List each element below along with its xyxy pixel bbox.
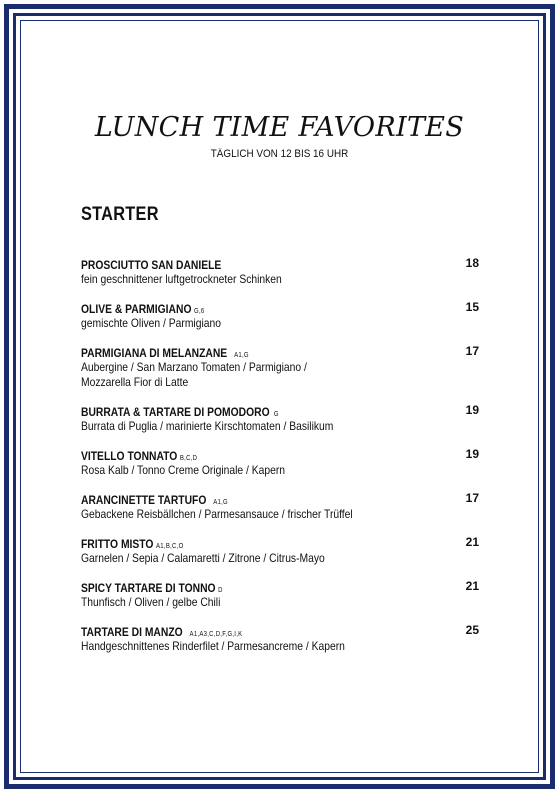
- item-name-wrap: [81, 258, 221, 272]
- item-description: Thunfisch / Oliven / gelbe Chili: [81, 595, 221, 609]
- item-name-wrap: [81, 581, 223, 595]
- menu-item: [81, 579, 479, 610]
- item-name-wrap: [81, 493, 228, 507]
- item-description: Garnelen / Sepia / Calamaretti / Zitrone / Citrus-Mayo: [81, 551, 325, 565]
- item-allergens: G,6: [194, 308, 205, 315]
- item-name: PARMIGIANA DI MELANZANE: [81, 346, 228, 360]
- item-name: FRITTO MISTO: [81, 537, 154, 551]
- menu-subtitle: TÄGLICH VON 12 BIS 16 UHR: [210, 148, 349, 160]
- item-price: 17: [465, 491, 479, 505]
- item-name: PROSCIUTTO SAN DANIELE: [81, 258, 222, 272]
- item-name-wrap: [81, 405, 279, 419]
- item-name-wrap: [81, 302, 205, 316]
- menu-item: [81, 256, 479, 287]
- item-description: Handgeschnittenes Rinderfilet / Parmesancreme / Kapern: [81, 639, 345, 653]
- item-allergens: G: [273, 411, 279, 418]
- item-name: TARTARE DI MANZO: [81, 625, 183, 639]
- item-price: 21: [465, 579, 479, 593]
- menu-title: LUNCH TIME FAVORITES: [94, 112, 465, 143]
- item-description: Rosa Kalb / Tonno Creme Originale / Kapern: [81, 463, 286, 477]
- item-name-wrap: [81, 625, 242, 639]
- item-allergens: B,C,D: [179, 455, 198, 462]
- menu-item: [81, 447, 479, 478]
- item-description: Gebackene Reisbällchen / Parmesansauce / frischer Trüffel: [81, 507, 353, 521]
- item-name: SPICY TARTARE DI TONNO: [81, 581, 216, 595]
- item-allergens: A1,B,C,O: [156, 543, 184, 550]
- item-allergens: A1,G: [213, 499, 228, 506]
- item-name-wrap: [81, 537, 184, 551]
- section-heading: STARTER: [81, 204, 159, 225]
- item-price: 17: [465, 344, 479, 358]
- item-price: 25: [465, 623, 479, 637]
- item-allergens: A1,G: [234, 352, 249, 359]
- item-description: Aubergine / San Marzano Tomaten / Parmigiano /: [81, 360, 307, 374]
- item-description: fein geschnittener luftgetrockneter Schinken: [81, 272, 282, 286]
- item-price: 15: [465, 300, 479, 314]
- menu-item: [81, 403, 479, 434]
- item-allergens: A1,A3,C,D,F,G,I,K: [189, 631, 243, 638]
- item-name: VITELLO TONNATO: [81, 449, 178, 463]
- item-name: BURRATA & TARTARE DI POMODORO: [81, 405, 270, 419]
- menu-item: [81, 535, 479, 566]
- menu-item: [81, 491, 479, 522]
- item-price: 19: [465, 447, 479, 461]
- menu-item: [81, 300, 479, 331]
- item-description: Burrata di Puglia / marinierte Kirschtomaten / Basilikum: [81, 419, 334, 433]
- item-price: 19: [465, 403, 479, 417]
- item-name-wrap: [81, 346, 249, 360]
- item-name: OLIVE & PARMIGIANO: [81, 302, 192, 316]
- item-price: 21: [465, 535, 479, 549]
- item-description: gemischte Oliven / Parmigiano: [81, 316, 221, 330]
- menu-item: [81, 344, 479, 390]
- item-price: 18: [465, 256, 479, 270]
- item-name-wrap: [81, 449, 197, 463]
- item-name: ARANCINETTE TARTUFO: [81, 493, 207, 507]
- menu-item: [81, 623, 479, 654]
- item-description-line-2: Mozzarella Fior di Latte: [81, 375, 189, 389]
- item-allergens: D: [218, 587, 223, 594]
